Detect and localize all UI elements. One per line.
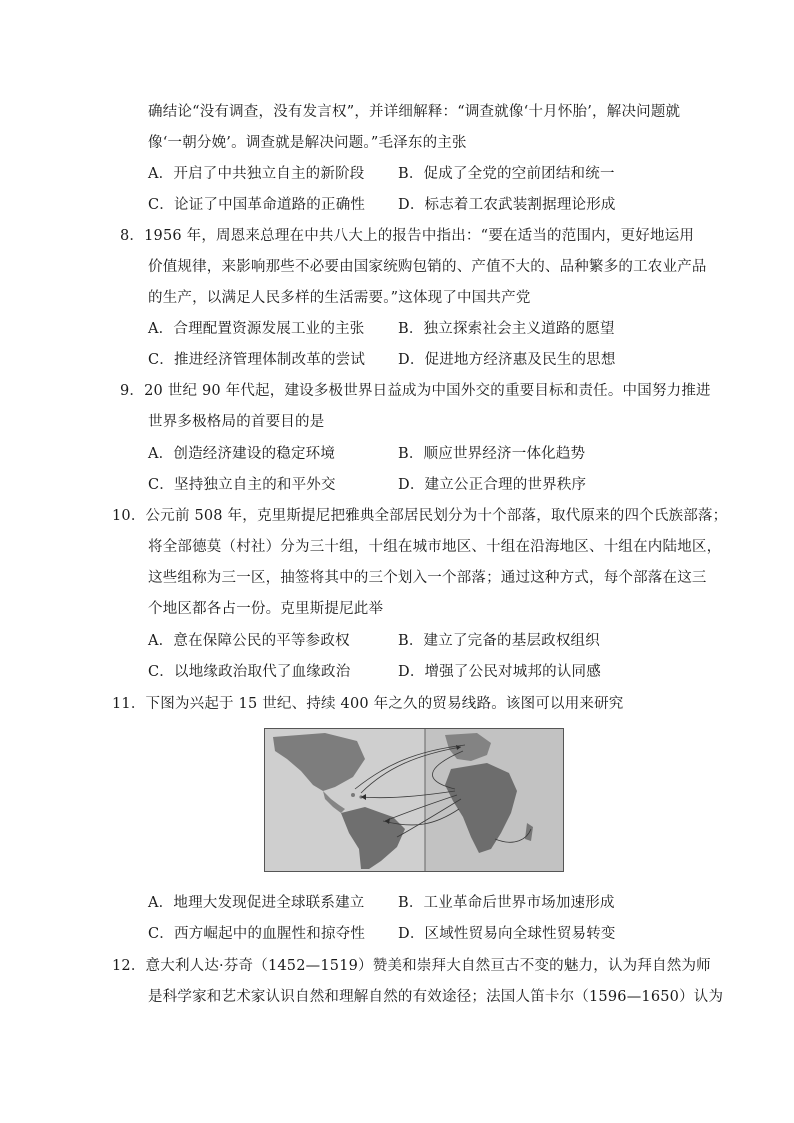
q7-option-a: A．开启了中共独立自主的新阶段 xyxy=(148,166,365,182)
q10-option-b: B．建立了完备的基层政权组织 xyxy=(398,633,600,649)
q11-option-b: B．工业革命后世界市场加速形成 xyxy=(398,895,615,911)
q12-stem-line-2: 是科学家和艺术家认识自然和理解自然的有效途径；法国人笛卡尔（1596—1650）认为 xyxy=(148,989,724,1005)
q10-option-c: C．以地缘政治取代了血缘政治 xyxy=(148,664,351,680)
q10-stem-line-3: 这些组称为三一区，抽签将其中的三个划入一个部落；通过这种方式，每个部落在这三 xyxy=(148,570,707,586)
q8-stem-line-2: 价值规律，来影响那些不必要由国家统购包销的、产值不大的、品种繁多的工农业产品 xyxy=(148,259,707,275)
q7-stem-line-1: 确结论“没有调查，没有发言权”，并详细解释：“调查就像‘十月怀胎’，解决问题就 xyxy=(148,104,681,120)
q9-option-b: B．顺应世界经济一体化趋势 xyxy=(398,446,586,462)
q11-stem-line-1: 11．下图为兴起于 15 世纪、持续 400 年之久的贸易线路。该图可以用来研究 xyxy=(112,696,624,712)
q10-stem-line-2: 将全部德莫（村社）分为三十组，十组在城市地区、十组在沿海地区、十组在内陆地区， xyxy=(148,539,722,555)
q9-option-c: C．坚持独立自主的和平外交 xyxy=(148,477,336,493)
q10-stem-line-4: 个地区都各占一份。克里斯提尼此举 xyxy=(148,601,384,617)
q11-option-d: D．区域性贸易向全球性贸易转变 xyxy=(398,926,616,942)
q9-option-d: D．建立公正合理的世界秩序 xyxy=(398,477,587,493)
q10-option-d: D．增强了公民对城邦的认同感 xyxy=(398,664,601,680)
q10-stem-line-1: 10．公元前 508 年，克里斯提尼把雅典全部居民划分为十个部落，取代原来的四个氏族部落； xyxy=(112,508,728,524)
q8-option-c: C．推进经济管理体制改革的尝试 xyxy=(148,352,366,368)
q8-stem-line-1: 8．1956 年，周恩来总理在中共八大上的报告中指出：“要在适当的范围内，更好地运用 xyxy=(120,228,695,244)
q9-stem-line-1: 9．20 世纪 90 年代起，建设多极世界日益成为中国外交的重要目标和责任。中国努力推进 xyxy=(120,383,711,399)
q8-option-b: B．独立探索社会主义道路的愿望 xyxy=(398,321,615,337)
q7-option-d: D．标志着工农武装割据理论形成 xyxy=(398,197,616,213)
q8-option-a: A．合理配置资源发展工业的主张 xyxy=(148,321,365,337)
q8-stem-line-3: 的生产，以满足人民多样的生活需要。”这体现了中国共产党 xyxy=(148,290,531,306)
q9-option-a: A．创造经济建设的稳定环境 xyxy=(148,446,336,462)
q8-option-d: D．促进地方经济惠及民生的思想 xyxy=(398,352,616,368)
q10-option-a: A．意在保障公民的平等参政权 xyxy=(148,633,350,649)
q12-stem-line-1: 12．意大利人达·芬奇（1452—1519）赞美和崇拜大自然亘古不变的魅力，认为拜自然为师 xyxy=(112,958,711,974)
q7-option-c: C．论证了中国革命道路的正确性 xyxy=(148,197,366,213)
q7-option-b: B．促成了全党的空前团结和统一 xyxy=(398,166,615,182)
trade-route-map xyxy=(264,728,564,872)
q9-stem-line-2: 世界多极格局的首要目的是 xyxy=(148,414,325,430)
q11-option-a: A．地理大发现促进全球联系建立 xyxy=(148,895,365,911)
trade-route-map-illustration xyxy=(265,729,563,871)
q11-option-c: C．西方崛起中的血腥性和掠夺性 xyxy=(148,926,366,942)
q7-stem-line-2: 像‘一朝分娩’。调查就是解决问题。”毛泽东的主张 xyxy=(148,135,467,151)
